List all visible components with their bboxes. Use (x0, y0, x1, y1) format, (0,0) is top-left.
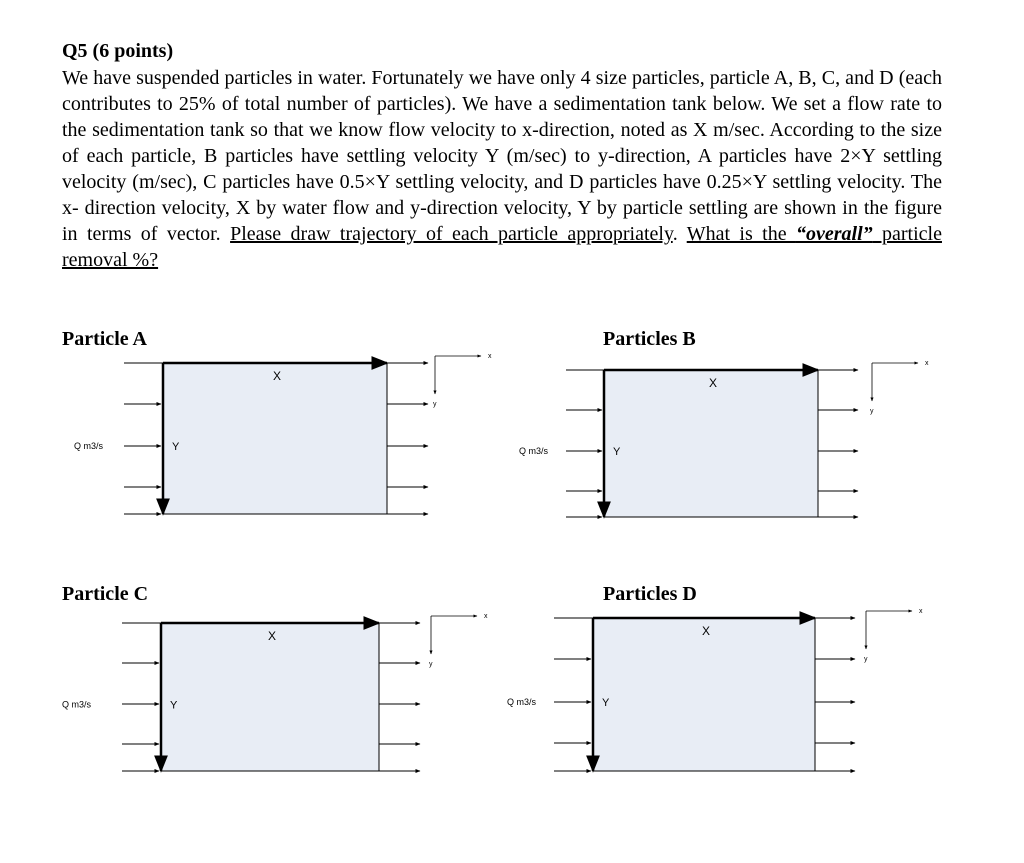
flow-rate-label: Q m3/s (74, 441, 104, 452)
axis-x-label: x (488, 353, 492, 360)
question-text: We have suspended particles in water. Fortunately we have only 4 size particles, particle A, B, C, and D (each contributes to 25% of total number of particles). We have a sedimentation tank below. We set a flow rate to the sedimentation tank so that we know flow velocity to x-direction, noted as X m/sec. According to the size of each particle, B particles have settling velocity Y (m/sec) to y-direction, A particles have 2×Y settling velocity (m/sec), C particles have 0.5×Y settling velocity, and D particles have 0.25×Y settling velocity. The x- direction velocity, X by water flow and y-direction velocity, Y by particle settling are shown in the figure in terms of vector. (62, 67, 942, 245)
panel-title-b: Particles B (603, 328, 696, 350)
tank-panel-a (74, 353, 492, 514)
question-ask-end: particle removal %? (62, 223, 942, 271)
question-instruction: Please draw trajectory of each particle appropriately (230, 223, 673, 245)
axis-y-label: y (864, 656, 868, 663)
flow-rate-label: Q m3/s (507, 697, 537, 708)
panel-title-c: Particle C (62, 583, 149, 605)
tank-panel-c (62, 613, 488, 771)
x-velocity-label: X (272, 369, 282, 383)
tank-panel-b (519, 360, 929, 517)
y-velocity-label: Y (602, 697, 610, 710)
question-overall-emphasis: “overall” (795, 223, 873, 245)
axis-y-label: y (429, 661, 433, 668)
y-velocity-label: Y (172, 441, 180, 454)
axis-y-label: y (870, 408, 874, 415)
y-velocity-label: Y (613, 445, 621, 458)
axis-x-label: x (925, 360, 929, 367)
tank-body (161, 623, 379, 771)
x-velocity-label: X (701, 624, 711, 638)
x-velocity-label: X (267, 629, 277, 643)
x-velocity-label: X (708, 376, 718, 390)
tank-body (604, 370, 818, 517)
flow-rate-label: Q m3/s (62, 699, 92, 710)
tank-panel-d (507, 608, 923, 771)
axis-x-label: x (919, 608, 923, 615)
question-title: Q5 (6 points) (62, 40, 174, 62)
question-ask-start: What is the (686, 223, 796, 245)
axis-x-label: x (484, 613, 488, 620)
y-velocity-label: Y (170, 699, 178, 712)
tank-body (593, 618, 815, 771)
panel-title-a: Particle A (62, 328, 147, 350)
panel-title-d: Particles D (603, 583, 697, 605)
axis-y-label: y (433, 401, 437, 408)
question-separator: . (672, 223, 687, 245)
tank-body (163, 363, 387, 514)
flow-rate-label: Q m3/s (519, 445, 549, 456)
